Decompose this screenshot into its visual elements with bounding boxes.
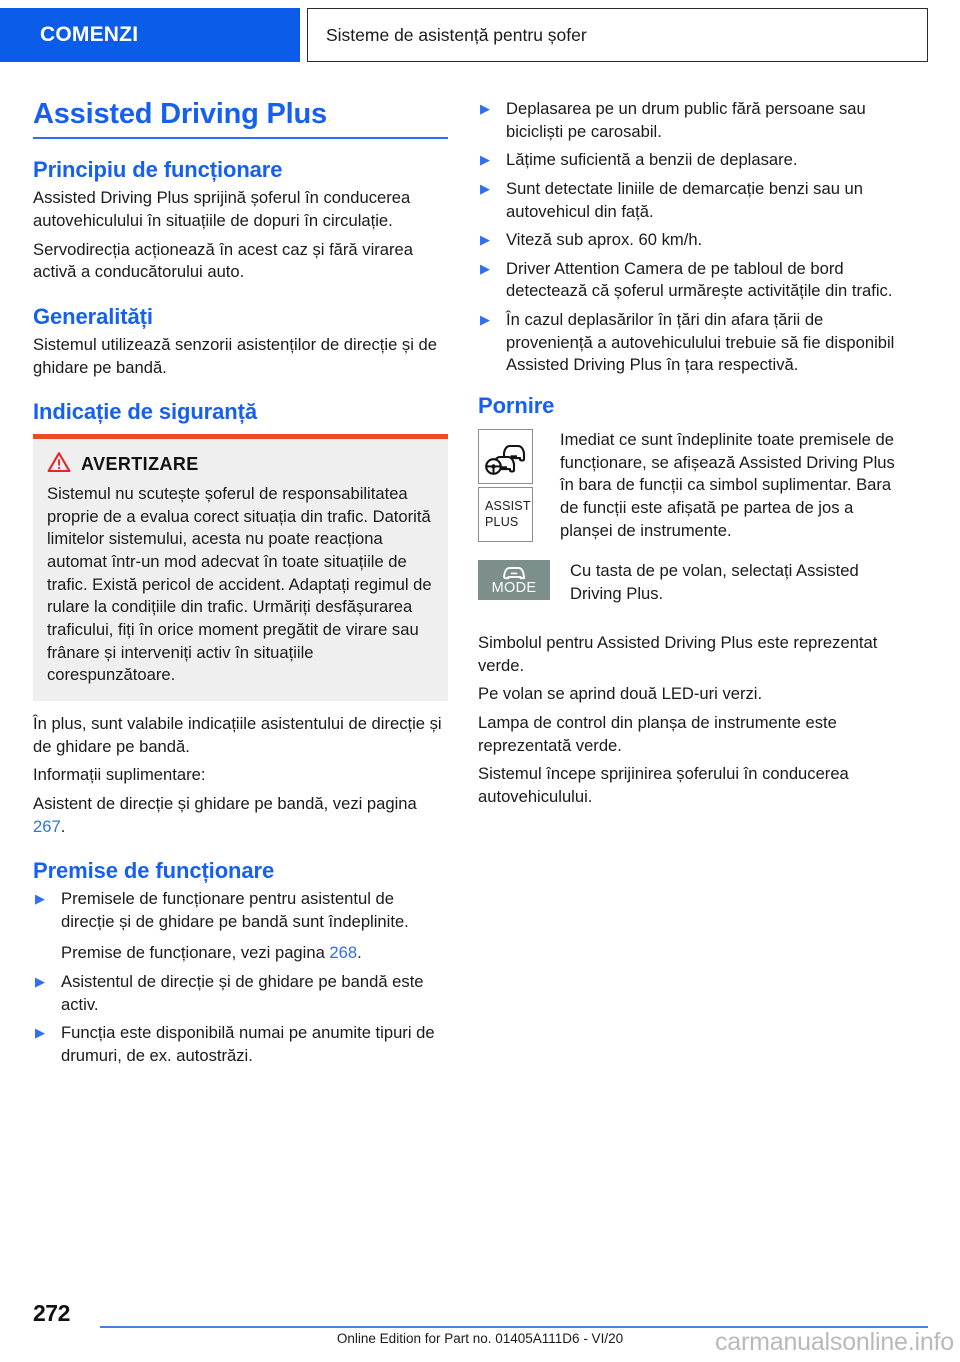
triangle-bullet-icon: ▶ (480, 312, 490, 328)
icon-stack (478, 429, 542, 545)
warning-box-text: Sistemul nu scutește șoferul de responsabilitatea proprie de a evalua corect situația din trafic. Datorită limitelor sistemului, acesta nu poate reacționa automat într-un mod adecvat în toate situațiile de trafic. Există pericol de accident. Adaptați regimul de rulare la condițiile din trafic. Urmăriți desfășurarea traficului, fiți în orice moment pregătit de virare sau frânare și interveniți activ în situațiile corespunzătoare. (47, 484, 432, 685)
warning-box (33, 434, 448, 701)
list-item (33, 971, 448, 1016)
paragraph-indicatie-3 (33, 793, 448, 838)
triangle-bullet-icon: ▶ (480, 260, 490, 276)
paragraph-pornire-2: Pe volan se aprind două LED-uri verzi. (478, 684, 763, 704)
list-item (478, 258, 898, 303)
mode-button-label: MODE (491, 580, 537, 597)
warning-triangle-icon (47, 451, 71, 478)
list-item (33, 888, 448, 965)
paragraph-pornire-1: Simbolul pentru Assisted Driving Plus este reprezentat verde. (478, 633, 878, 675)
warning-box-title-row (47, 451, 434, 478)
header-title-box (307, 8, 928, 62)
list-item-text: Funcția este disponibilă numai pe anumite tipuri de drumuri, de ex. autostrăzi. (61, 1023, 435, 1065)
header-tab-label: COMENZI (40, 23, 139, 46)
page-footer (0, 1290, 960, 1362)
triangle-bullet-icon: ▶ (35, 1025, 45, 1041)
assist-plus-icon (478, 487, 533, 542)
premise-bullet-list-continued (478, 98, 898, 377)
list-item-subline-text: Premise de funcționare, vezi pagina (61, 943, 330, 963)
icon-stack (478, 560, 556, 600)
list-item-subline (61, 942, 448, 965)
assist-plus-line-1: ASSIST (485, 498, 531, 513)
paragraph-principiu-1: Assisted Driving Plus sprijină șoferul în conducerea autovehiculului în situațiile de dopuri în circulație. (33, 188, 411, 231)
header-section-tab (0, 8, 300, 62)
heading-principiu-de-functionare: Principiu de funcționare (33, 157, 283, 183)
list-item-text: Viteză sub aprox. 60 km/h. (506, 230, 703, 250)
paragraph-pornire-4: Sistemul începe sprijinirea șoferului în conducerea autovehiculului. (478, 764, 849, 807)
paragraph-principiu-2: Servodirecția acționează în acest caz și fără virarea activă a conducătorului auto. (33, 239, 413, 282)
paragraph-indicatie-3-text: Asistent de direcție și ghidare pe bandă, vezi pagina (33, 793, 417, 813)
car-mode-button-icon[interactable] (478, 560, 550, 600)
paragraph-generalitati-1: Sistemul utilizează senzorii asistenților de direcție și de ghidare pe bandă. (33, 334, 437, 377)
page-number: 272 (33, 1300, 70, 1326)
list-item-subline-tail: . (357, 943, 362, 963)
heading-premise-de-functionare: Premise de funcționare (33, 858, 275, 884)
page-reference-268[interactable]: 268 (329, 943, 358, 963)
list-item-text: Lățime suficientă a benzii de deplasare. (506, 150, 798, 170)
header-section-title: Sisteme de asistență pentru șofer (326, 24, 587, 45)
heading-generalitati: Generalități (33, 303, 153, 329)
list-item-text: Premisele de funcționare pentru asistentul de direcție și de ghidare pe bandă sunt îndeplinite. (61, 889, 409, 931)
icon-row-assist-plus (478, 429, 898, 542)
list-item-text: În cazul deplasărilor în țări din afara țării de proveniență a autovehiculului trebuie să fie disponibil Assisted Driving Plus în țara respectivă. (506, 310, 895, 375)
warning-box-title: AVERTIZARE (81, 454, 199, 475)
list-item (478, 98, 898, 143)
paragraph-indicatie-1: În plus, sunt valabile indicațiile asistentului de direcție și de ghidare pe bandă. (33, 713, 442, 756)
list-item-text: Sunt detectate liniile de demarcație benzi sau un autovehicul din față. (506, 178, 863, 221)
page-reference-267[interactable]: 267 (33, 816, 61, 836)
page-header (0, 8, 960, 62)
left-column (33, 98, 448, 1074)
title-underline (33, 137, 448, 139)
list-item-text: Driver Attention Camera de pe tabloul de bord detectează că șoferul urmărește activitățile din trafic. (506, 258, 893, 301)
watermark: carmanualsonline.info (714, 1328, 954, 1356)
paragraph-pornire-3: Lampa de control din planșa de instrumente este reprezentată verde. (478, 713, 837, 755)
list-item-text: Deplasarea pe un drum public fără persoane sau bicicliști pe carosabil. (506, 99, 866, 141)
triangle-bullet-icon: ▶ (480, 232, 490, 248)
footer-edition-note: Online Edition for Part no. 01405A111D6 - VI/20 (336, 1331, 624, 1346)
heading-indicatie-de-siguranta: Indicație de siguranță (33, 399, 257, 425)
paragraph-indicatie-2: Informații suplimentare: (33, 765, 206, 785)
icon-row-mode-text: Cu tasta de pe volan, selectați Assisted Driving Plus. (570, 561, 859, 603)
list-item (478, 309, 898, 377)
car-following-steering-wheel-icon (478, 429, 533, 484)
icon-row-mode-button (478, 560, 898, 616)
triangle-bullet-icon: ▶ (480, 101, 490, 116)
triangle-bullet-icon: ▶ (480, 180, 490, 196)
right-column (478, 98, 898, 815)
list-item-text: Asistentul de direcție și de ghidare pe bandă este activ. (61, 972, 424, 1014)
list-item (33, 1022, 448, 1067)
list-item (478, 149, 898, 172)
triangle-bullet-icon: ▶ (480, 152, 490, 168)
assist-plus-line-2: PLUS (485, 514, 519, 529)
paragraph-indicatie-3-tail: . (60, 816, 66, 836)
list-item (478, 178, 898, 223)
triangle-bullet-icon: ▶ (35, 891, 45, 907)
icon-row-assist-plus-text: Imediat ce sunt îndeplinite toate premisele de funcționare, se afișează Assisted Driving Plus în bara de funcții ca simbol suplimentar. Bara de funcții este afișată pe partea de jos a planșei de instrumente. (560, 430, 895, 540)
triangle-bullet-icon: ▶ (35, 974, 45, 990)
heading-pornire: Pornire (478, 393, 555, 419)
page-title: Assisted Driving Plus (33, 98, 327, 130)
premise-bullet-list (33, 888, 448, 1067)
list-item (478, 229, 898, 252)
